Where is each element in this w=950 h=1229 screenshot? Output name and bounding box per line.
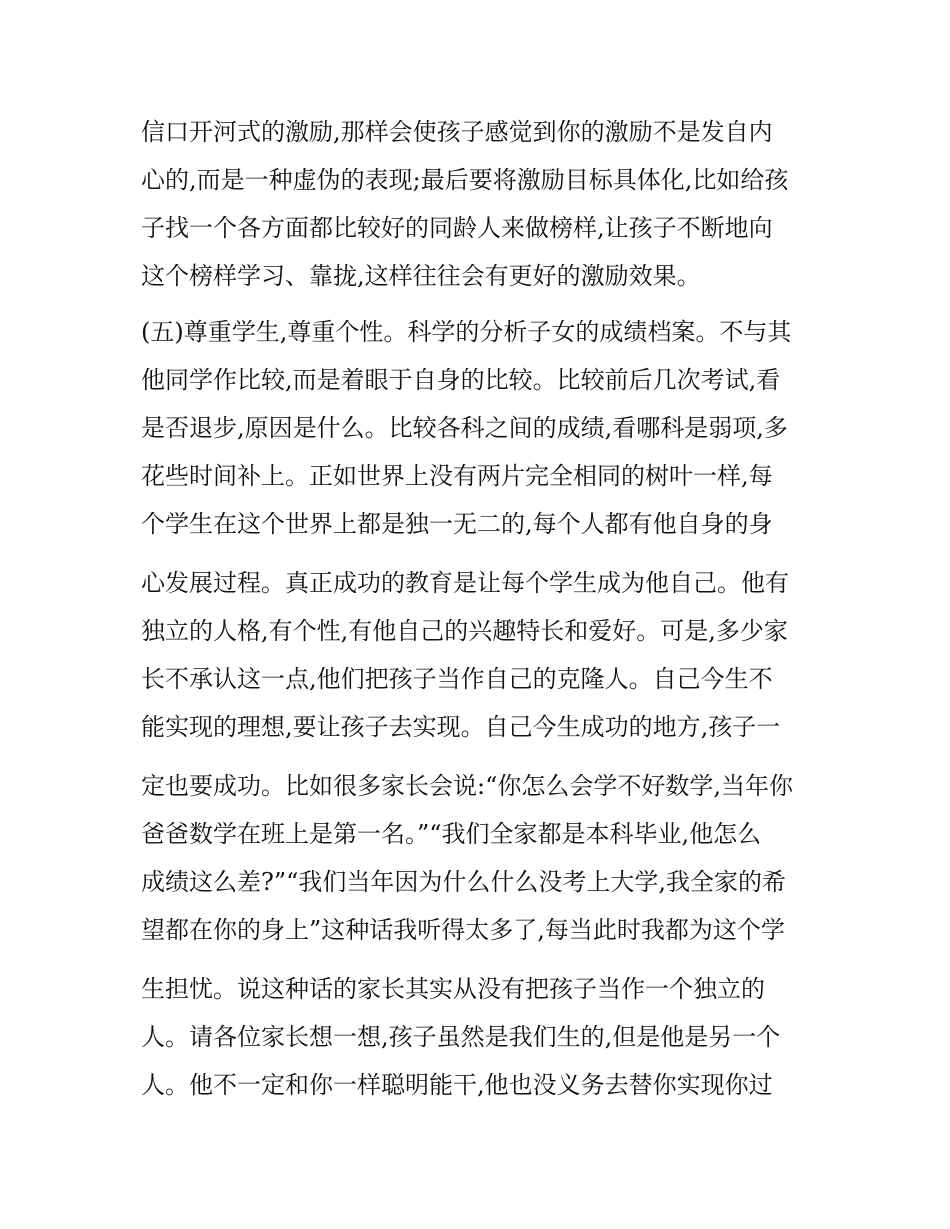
text-line: 望都在你的身上”这种话我听得太多了,每当此时我都为这个学 [141, 916, 785, 944]
text-line: 人。请各位家长想一想,孩子虽然是我们生的,但是他是另一个 [141, 1023, 781, 1051]
text-line: 人。他不一定和你一样聪明能干,他也没义务去替你实现你过 [141, 1071, 773, 1099]
text-line: 独立的人格,有个性,有他自己的兴趣特长和爱好。可是,多少家 [141, 617, 788, 645]
text-line: 生担忧。说这种话的家长其实从没有把孩子当作一个独立的 [141, 975, 765, 1003]
text-line: 这个榜样学习、靠拢,这样往往会有更好的激励效果。 [141, 262, 701, 290]
text-line: 心发展过程。真正成功的教育是让每个学生成为他自己。他有 [141, 569, 789, 597]
text-line: 是否退步,原因是什么。比较各科之间的成绩,看哪科是弱项,多 [141, 414, 788, 442]
text-line: 他同学作比较,而是着眼于自身的比较。比较前后几次考试,看 [141, 366, 781, 394]
text-line: 子找一个各方面都比较好的同龄人来做榜样,让孩子不断地向 [141, 214, 773, 242]
text-line: 花些时间补上。正如世界上没有两片完全相同的树叶一样,每 [141, 462, 773, 490]
text-line: 成绩这么差?”“我们当年因为什么什么没考上大学,我全家的希 [141, 868, 787, 896]
text-line: 定也要成功。比如很多家长会说:“你怎么会学不好数学,当年你 [141, 772, 793, 800]
text-line: 爸爸数学在班上是第一名。”“我们全家都是本科毕业,他怎么 [141, 820, 762, 848]
text-line: 能实现的理想,要让孩子去实现。自己今生成功的地方,孩子一 [141, 713, 781, 741]
text-line: 信口开河式的激励,那样会使孩子感觉到你的激励不是发自内 [141, 118, 773, 146]
text-line: 长不承认这一点,他们把孩子当作自己的克隆人。自己今生不 [141, 665, 773, 693]
text-line: 个学生在这个世界上都是独一无二的,每个人都有他自身的身 [141, 510, 773, 538]
text-line: 心的,而是一种虚伪的表现;最后要将激励目标具体化,比如给孩 [141, 166, 789, 194]
text-line: (五)尊重学生,尊重个性。科学的分析子女的成绩档案。不与其 [141, 318, 792, 346]
